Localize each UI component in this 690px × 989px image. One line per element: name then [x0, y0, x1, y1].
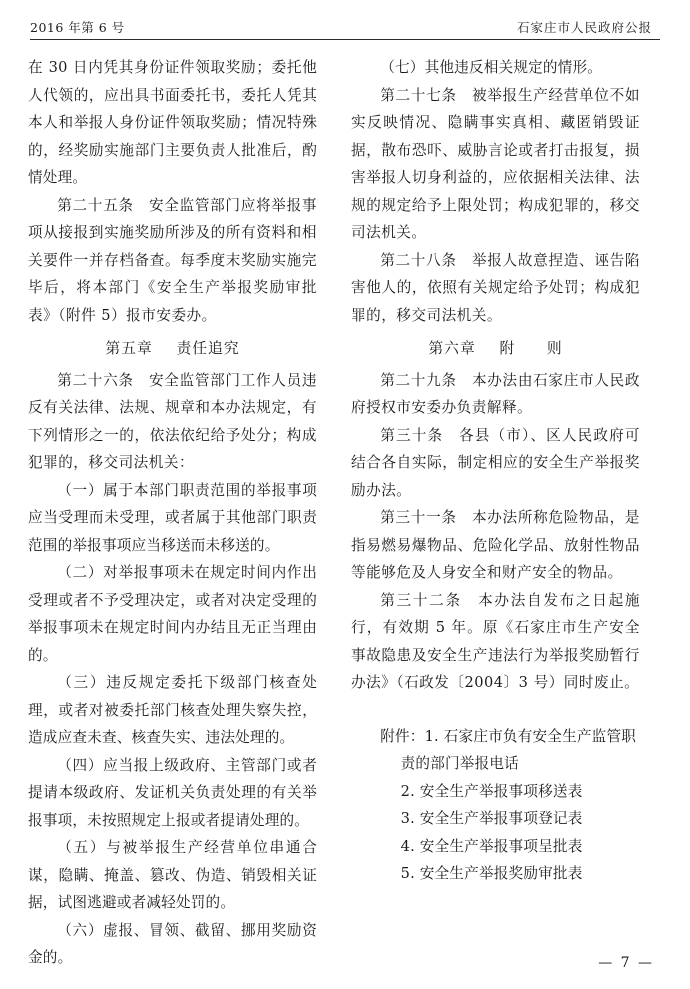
left-column: [28, 54, 317, 972]
article-31: 第三十一条 本办法所称危险物品，是指易燃易爆物品、危险化学品、放射性物品等能够危及人身安全和财产安全的物品。: [351, 509, 640, 581]
article-29: 第二十九条 本办法由石家庄市人民政府授权市安委办负责解释。: [351, 371, 640, 416]
article-26-item-7: （七）其他违反相关规定的情形。: [380, 59, 603, 76]
article-26-item-5: （五）与被举报生产经营单位串通合谋，隐瞒、掩盖、篡改、伪造、销毁相关证据，试图逃避或者减轻处罚的。: [28, 839, 317, 911]
chapter-number: 第六章: [428, 340, 476, 357]
chapter-heading-5: [28, 335, 317, 363]
attachment-item-3: 3. 安全生产举报事项登记表: [400, 810, 583, 827]
chapter-title: 附 则: [499, 340, 563, 357]
article-26-item-2: （二）对举报事项未在规定时间内作出受理或者不予受理决定，或者对决定受理的举报事项未在规定时间内办结且无正当理由的。: [28, 564, 317, 664]
article-26-item-1: （一）属于本部门职责范围的举报事项应当受理而未受理，或者属于其他部门职责范围的举报事项应当移送而未移送的。: [28, 481, 317, 554]
header-rule: [30, 39, 660, 40]
attachment-item-2: 2. 安全生产举报事项移送表: [400, 782, 583, 800]
attachment-item-5: 5. 安全生产举报奖励审批表: [400, 865, 583, 882]
article-28: 第二十八条 举报人故意捏造、诬告陷害他人的，依照有关规定给予处罚；构成犯罪的，移交司法机关。: [351, 251, 640, 324]
chapter-heading-6: [351, 335, 640, 363]
article-25: 第二十五条 安全监管部门应将举报事项从接报到实施奖励所涉及的所有资料和相关要件一并存档备查。每季度末奖励实施完毕后，将本部门《安全生产举报奖励审批表》（附件 5）报市安委办。: [28, 196, 317, 324]
article-26-item-4: （四）应当报上级政府、主管部门或者提请本级政府、发证机关负责处理的有关举报事项，未按照规定上报或者提请处理的。: [28, 756, 317, 829]
article-27: 第二十七条 被举报生产经营单位不如实反映情况、隐瞒事实真相、藏匿销毁证据，散布恐吓、威胁言论或者打击报复，损害举报人切身利益的，应依据相关法律、法规的规定给予上限处罚；构成犯罪的，移交司法机关。: [351, 86, 640, 241]
chapter-title: 责任追究: [176, 340, 240, 357]
paragraph: 在 30 日内凭其身份证件领取奖励；委托他人代领的，应出具书面委托书，委托人凭其本人和举报人身份证件领取奖励；情况特殊的，经奖励实施部门主要负责人批准后，酌情处理。: [28, 59, 317, 186]
article-30: 第三十条 各县（市）、区人民政府可结合各自实际，制定相应的安全生产举报奖励办法。: [351, 426, 640, 499]
article-26-item-6: （六）虚报、冒领、截留、挪用奖励资金的。: [28, 921, 317, 966]
issue-label: 2016 年第 6 号: [30, 20, 125, 35]
attachment-item-1-cont: 责的部门举报电话: [400, 755, 519, 772]
page-number: — 7 —: [598, 955, 654, 971]
running-head: [28, 10, 662, 36]
attachment-item-1: 附件：1. 石家庄市负有安全生产监管职: [380, 727, 637, 745]
publication-title: 石家庄市人民政府公报: [516, 20, 652, 35]
two-column-body: [28, 54, 662, 972]
chapter-number: 第五章: [105, 340, 153, 357]
article-26: 第二十六条 安全监管部门工作人员违反有关法律、法规、规章和本办法规定，有下列情形之一的，依法依纪给予处分；构成犯罪的，移交司法机关：: [28, 371, 317, 471]
right-column: [351, 54, 640, 888]
attachment-item-4: 4. 安全生产举报事项呈批表: [400, 837, 583, 855]
article-32: 第三十二条 本办法自发布之日起施行，有效期 5 年。原《石家庄市生产安全事故隐患及安全生产违法行为举报奖励暂行办法》（石政发〔2004〕3 号）同时废止。: [351, 591, 640, 691]
article-26-item-3: （三）违反规定委托下级部门核查处理，或者对被委托部门核查处理失察失控，造成应查未查、核查失实、违法处理的。: [28, 674, 317, 746]
attachment-list: [351, 723, 640, 888]
